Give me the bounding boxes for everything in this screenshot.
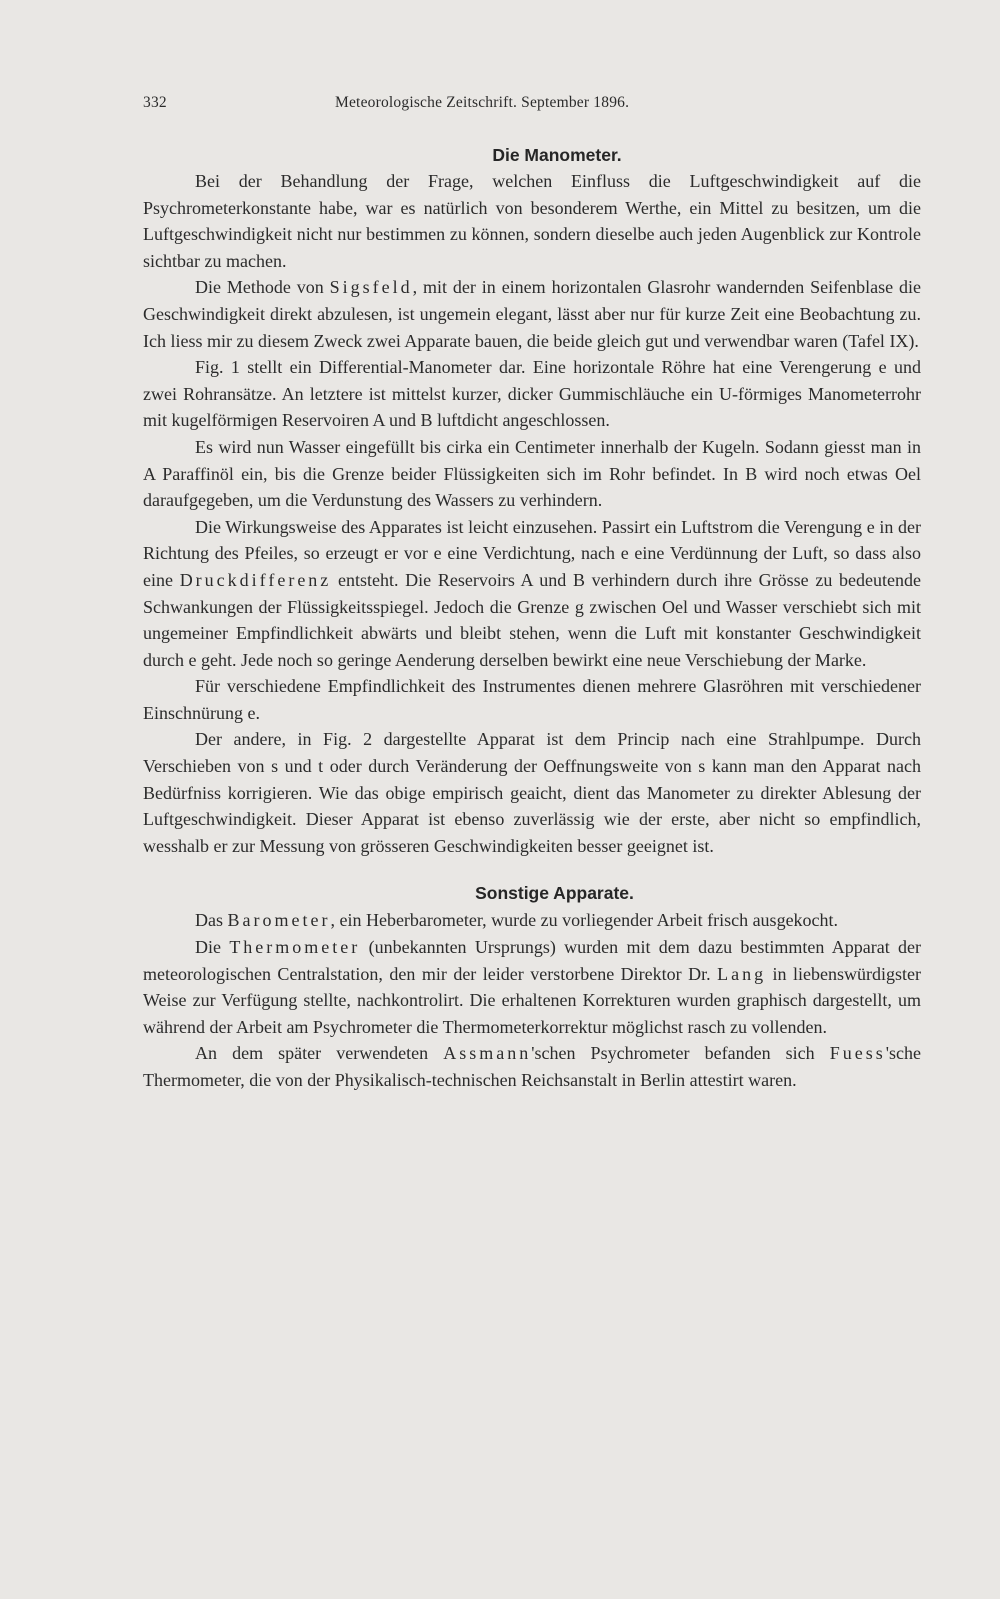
paragraph: Das Barometer, ein Heberbarometer, wurde zu vorliegender Arbeit frisch ausgekocht.	[195, 910, 839, 931]
paragraph: Die Wirkungsweise des Apparates ist leicht einzusehen. Passirt ein Luftstrom die Verengung e in der Richtung des Pfeiles, so erzeugt er vor e eine Verdichtung, nach e eine Verdünnung der Luft, so dass also eine Druckdifferenz entsteht. Die Reservoirs A und B verhindern durch ihre Grösse zu bedeutende Schwankungen der Flüssigkeitsspiegel. Jedoch die Grenze g zwischen Oel und Wasser verschiebt sich mit ungemeiner Empfindlichkeit abwärts und bleibt stehen, wenn die Luft mit konstanter Geschwindigkeit durch e geht. Jede noch so geringe Aenderung derselben bewirkt eine neue Verschiebung der Marke.	[143, 516, 922, 670]
paragraph: Die Thermometer (unbekannten Ursprungs) wurden mit dem dazu bestimmten Apparat der meteorologischen Centralstation, den mir der leider verstorbene Direktor Dr. Lang in liebenswürdigster Weise zur Verfügung stellte, nachkontrolirt. Die erhaltenen Korrekturen wurden graphisch dargestellt, um während der Arbeit am Psychrometer die Thermometerkorrektur möglichst rasch zu vollenden.	[143, 937, 921, 1037]
spaced-term: Druckdifferenz	[179, 569, 332, 590]
spaced-term: Thermometer	[229, 937, 361, 958]
section-heading-manometer: Die Manometer.	[492, 145, 622, 165]
section-heading-apparate: Sonstige Apparate.	[475, 883, 634, 904]
journal-title: Meteorologische Zeitschrift. September 1896.	[335, 94, 630, 111]
page-number: 332	[143, 94, 167, 111]
spaced-term: Barometer	[227, 910, 331, 931]
article-body	[143, 142, 921, 1094]
paragraph: An dem später verwendeten Assmann'schen Psychrometer befanden sich Fuess'sche Thermometer, die von der Physikalisch-technischen Reichsanstalt in Berlin attestirt waren.	[143, 1043, 921, 1090]
paragraph: Der andere, in Fig. 2 dargestellte Apparat ist dem Princip nach eine Strahlpumpe. Durch Verschieben von s und t oder durch Veränderung der Oeffnungsweite von s kann man den Apparat nach Bedürfniss korrigieren. Wie das obige empirisch geaicht, dient das Manometer zu direkter Ablesung der Luftgeschwindigkeit. Dieser Apparat ist ebenso zuverlässig wie der erste, aber nicht so empfindlich, wesshalb er zur Messung von grösseren Geschwindigkeiten besser geeignet ist.	[143, 729, 921, 856]
spaced-name: Lang	[717, 963, 767, 984]
paragraph: Die Methode von Sigsfeld, mit der in einem horizontalen Glasrohr wandernden Seifenblase die Geschwindigkeit direkt abzulesen, ist ungemein elegant, lässt aber nur für kurze Zeit eine Beobachtung zu. Ich liess mir zu diesem Zweck zwei Apparate bauen, die beide gleich gut und verwendbar waren (Tafel IX).	[143, 277, 921, 351]
paragraph: Für verschiedene Empfindlichkeit des Instrumentes dienen mehrere Glasröhren mit verschiedener Einschnürung e.	[143, 676, 921, 723]
paragraph: Bei der Behandlung der Frage, welchen Einfluss die Luftgeschwindigkeit auf die Psychrometerkonstante habe, war es natürlich von besonderem Werthe, ein Mittel zu besitzen, um die Luftgeschwindigkeit nicht nur bestimmen zu können, sondern dieselbe auch jeden Augenblick zur Kontrole sichtbar zu machen.	[143, 171, 921, 271]
spaced-name: Assmann	[443, 1043, 532, 1064]
paragraph: Es wird nun Wasser eingefüllt bis cirka ein Centimeter innerhalb der Kugeln. Sodann giesst man in A Paraffinöl ein, bis die Grenze beider Flüssigkeiten sich im Rohr befindet. In B wird noch etwas Oel daraufgegeben, um die Verdunstung des Wassers zu verhindern.	[143, 436, 921, 511]
paragraph: Fig. 1 stellt ein Differential-Manometer dar. Eine horizontale Röhre hat eine Verengerung e und zwei Rohransätze. An letztere ist mittelst kurzer, dicker Gummischläuche ein U-förmiges Manometerrohr mit kugelförmigen Reservoiren A und B luftdicht angeschlossen.	[143, 357, 921, 431]
spaced-name: Sigsfeld	[329, 277, 413, 298]
spaced-name: Fuess	[829, 1043, 886, 1064]
